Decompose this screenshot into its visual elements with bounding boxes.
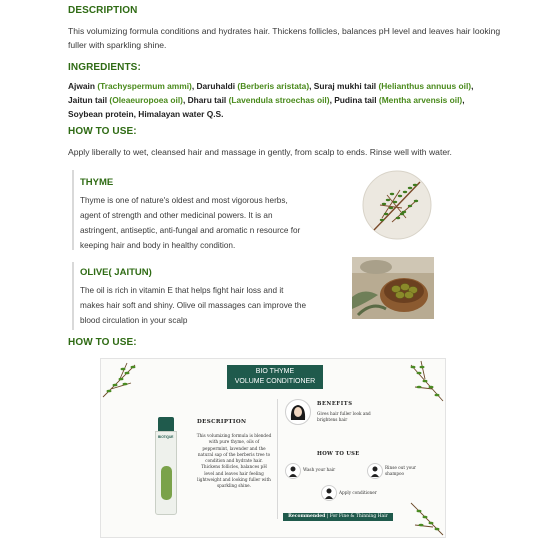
- thyme-sprig-icon: [362, 170, 432, 240]
- recommended-value: | For Fine & Thinning Hair: [326, 514, 388, 519]
- ingredient-name: Jaitun tail: [68, 95, 108, 105]
- ingredient-latin: (Mentha arvensis oil): [378, 95, 463, 105]
- ingredient-latin: (Berberis aristata): [237, 81, 310, 91]
- wash-hair-icon: [286, 464, 300, 478]
- thyme-card: [72, 170, 336, 250]
- rinse-icon: [367, 463, 383, 479]
- panel-description-heading: DESCRIPTION: [197, 419, 247, 425]
- ingredient-name: Ajwain: [68, 81, 95, 91]
- description-text: This volumizing formula conditions and hydrates hair. Thickens follicles, balances pH level and leaves hair looking fuller with sparkling shine.: [68, 26, 501, 50]
- bottle-body: [155, 431, 177, 515]
- ingredient-name: Dharu tail: [187, 95, 227, 105]
- thyme-title: THYME: [80, 177, 114, 188]
- olive-title: OLIVE( JAITUN): [80, 267, 152, 278]
- benefits-text: Gives hair fuller look and brightens hair: [317, 411, 371, 423]
- ingredient-latin: (Oleaeuropoea oil): [109, 95, 183, 105]
- description-heading: DESCRIPTION: [68, 5, 138, 16]
- product-banner: BIO THYME VOLUME CONDITIONER: [227, 365, 323, 389]
- ingredient-latin: (Helianthus annuus oil): [378, 81, 472, 91]
- thyme-sprig-icon: [401, 359, 445, 403]
- panel-divider: [277, 399, 278, 519]
- thyme-text: Thyme is one of nature's oldest and most vigorous herbs, agent of strength and other medicinal powers. It is an astringent, antiseptic, anti-fungal and aromatic n resource for keeping hair and body in healthy condition.: [80, 196, 301, 250]
- thyme-sprig-icon: [403, 499, 445, 537]
- olive-bowl-icon: [352, 257, 434, 319]
- panel-how-to-use-heading: HOW TO USE: [317, 451, 360, 457]
- ingredient-latin: (Trachyspermum ammi): [97, 81, 192, 91]
- step-2-text: Rinse out your shampoo: [385, 465, 416, 477]
- olive-bowl-image: [352, 257, 434, 319]
- thyme-herb-image: [362, 170, 432, 240]
- benefits-heading: BENEFITS: [317, 401, 353, 407]
- recommended-bar: [283, 513, 393, 521]
- bottle-brand: BIOTIQUE: [158, 435, 174, 439]
- ingredient-latin: (Lavendula stroechas oil): [228, 95, 330, 105]
- olive-text: The oil is rich in vitamin E that helps fight hair loss and it makes hair soft and shiny. Olive oil massages can improve the blood circulation in your scalp: [80, 286, 307, 325]
- ingredients-tail: Soybean protein, Himalayan water Q.S.: [68, 109, 224, 119]
- ingredient-name: Pudina tail: [334, 95, 377, 105]
- wash-hair-icon: [285, 463, 301, 479]
- rinse-icon: [368, 464, 382, 478]
- ingredient-name: Suraj mukhi tail: [313, 81, 377, 91]
- thyme-sprig-icon: [101, 359, 145, 399]
- how-to-use-heading-2: HOW TO USE:: [68, 337, 137, 348]
- ingredients-list: Ajwain (Trachyspermum ammi), Daruhaldi (Berberis aristata), Suraj mukhi tail (Helianthus annuus oil), Jaitun tail (Oleaeuropoea oil), Dharu tail (Lavendula stroechas oil), Pudina tail (Mentha arvensis oil), Soybean protein, Himalayan water Q.S.: [68, 79, 538, 121]
- apply-conditioner-icon: [322, 486, 336, 500]
- apply-conditioner-icon: [321, 485, 337, 501]
- infographic-panel: [100, 358, 446, 538]
- how-to-use-heading: HOW TO USE:: [68, 126, 137, 137]
- ingredients-heading: INGREDIENTS:: [68, 62, 141, 73]
- woman-hair-icon: [286, 400, 310, 424]
- bottle-herb-graphic: [161, 466, 172, 500]
- panel-description-text: This volumizing formula is blended with pure thyme, oils of peppermint, lavender and the natural sap of the berberis tree to condition and hydrate hair. Thickens follicles, balances pH level and leaves hair feeling lightweight and looking fuller with sparkling shine.: [196, 433, 272, 489]
- bottle-cap: [158, 417, 174, 431]
- ingredient-name: Daruhaldi: [196, 81, 236, 91]
- olive-card: [72, 262, 336, 330]
- step-3-text: Apply conditioner: [339, 490, 377, 495]
- product-bottle: [155, 417, 177, 515]
- recommended-label: Recommended: [288, 514, 326, 519]
- how-to-use-text: Apply liberally to wet, cleansed hair and massage in gently, from scalp to ends. Rinse well with water.: [68, 147, 452, 157]
- step-1-text: Wash your hair: [303, 467, 336, 472]
- avatar: [285, 399, 311, 425]
